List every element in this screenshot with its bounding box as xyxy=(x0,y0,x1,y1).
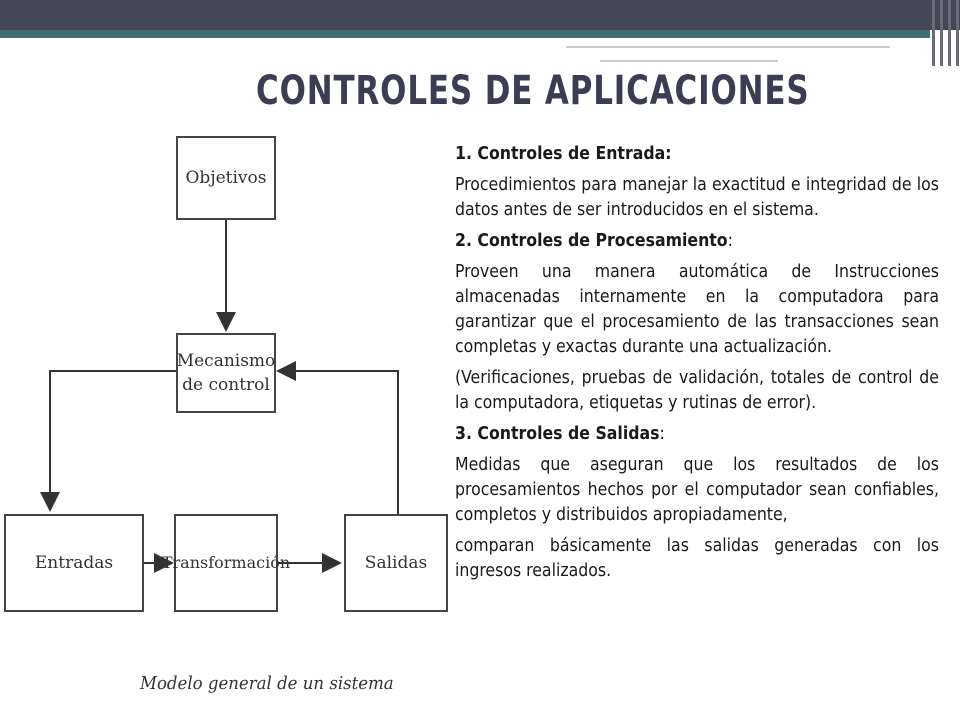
section-heading: 1. Controles de Entrada: xyxy=(455,144,672,164)
box-salidas-label: Salidas xyxy=(364,553,428,573)
arrow-mecanismo-entradas xyxy=(50,371,176,510)
decor-line xyxy=(566,46,890,48)
section-body: Medidas que aseguran que los resultados de los procesamientos hechos por el computador sean confiables, completos y distribuidos apropiadamente, xyxy=(455,455,939,525)
decor-line xyxy=(600,60,778,62)
arrow-salidas-mecanismo xyxy=(278,371,398,514)
box-mecanismo-label-2: de control xyxy=(182,375,270,395)
accent-decor-bar xyxy=(0,30,930,38)
diagram-caption: Modelo general de un sistema xyxy=(140,673,394,694)
box-transformacion xyxy=(161,514,291,612)
slide-title: CONTROLES DE APLICACIONES xyxy=(256,68,810,114)
box-objetivos xyxy=(176,136,276,220)
content-text xyxy=(455,142,939,590)
section-heading-text: 3. Controles de Salidas xyxy=(455,424,660,444)
system-model-diagram xyxy=(0,128,450,720)
section-heading xyxy=(455,229,939,254)
heading-colon: : xyxy=(659,424,665,444)
decor-stripes xyxy=(928,0,960,66)
top-decor-bar xyxy=(0,0,960,30)
box-mecanismo-label-1: Mecanismo xyxy=(176,351,276,371)
box-objetivos-label: Objetivos xyxy=(185,168,267,188)
section-heading-text: 2. Controles de Procesamiento xyxy=(455,231,728,251)
box-mecanismo xyxy=(176,333,276,413)
box-entradas-label: Entradas xyxy=(34,553,114,573)
box-transformacion-label: Transformación xyxy=(161,553,291,572)
section-body: Proveen una manera automática de Instrucciones almacenadas internamente en la computadora para garantizar que el procesamiento de las transacciones sean completas y exactas durante una actualización. xyxy=(455,262,939,357)
heading-colon: : xyxy=(727,231,733,251)
section-body: comparan básicamente las salidas generadas con los ingresos realizados. xyxy=(455,536,939,581)
box-salidas xyxy=(344,514,448,612)
section-heading xyxy=(455,422,939,447)
section-body: Procedimientos para manejar la exactitud e integridad de los datos antes de ser introducidos en el sistema. xyxy=(455,175,939,220)
box-entradas xyxy=(4,514,144,612)
section-note: (Verificaciones, pruebas de validación, totales de control de la computadora, etiquetas y rutinas de error). xyxy=(455,368,939,413)
